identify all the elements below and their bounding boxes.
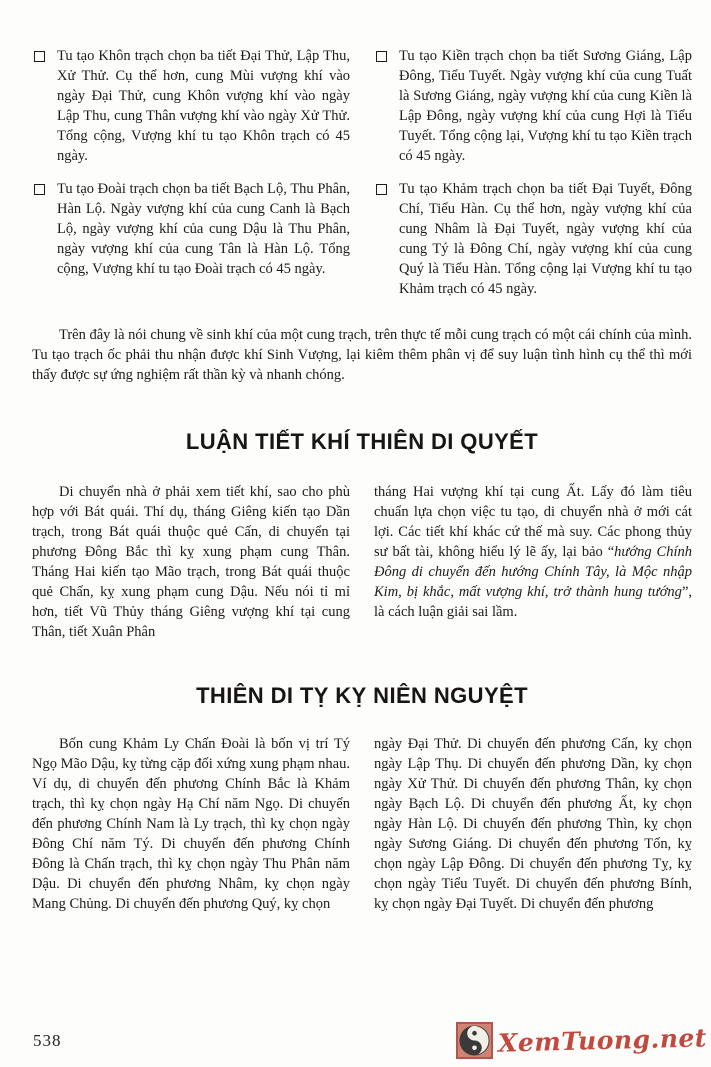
page-number: 538 [33, 1031, 62, 1050]
top-bullets-right-column [374, 46, 692, 312]
section2-columns [32, 734, 692, 914]
section1-columns [32, 482, 692, 642]
square-bullet-icon [376, 51, 387, 62]
section2-left-paragraph: Bốn cung Khảm Ly Chấn Đoài là bốn vị trí Tý Ngọ Mão Dậu, kỵ từng cặp đối xứng xung phạm nhau. Ví dụ, di chuyển đến phương Chính Bắc là Khảm trạch, thì kỵ chọn ngày Hạ Chí năm Ngọ. Di chuyển đến phương Chính Nam là Ly trạch, thì kỵ chọn ngày Đông Chí năm Tý. Di chuyển đến phương Chính Đông là Chấn trạch, thì kỵ chọn ngày Thu Phân năm Dậu. Di chuyển đến phương Nhâm, kỵ chọn ngày Mang Chủng. Di chuyển đến phương Quý, kỵ chọn [32, 736, 350, 912]
bullet-item-khon [32, 46, 350, 166]
bullet-item-kham [374, 179, 692, 299]
bullet-text: Tu tạo Khôn trạch chọn ba tiết Đại Thử, Lập Thu, Xử Thử. Cụ thể hơn, cung Mùi vượng khí vào ngày Đại Thử, cung Khôn vượng khí vào ngày Lập Thu, cung Thân vượng khí vào ngày Xử Thử. Tổng cộng, Vượng khí tu tạo Khôn trạch có 45 ngày. [57, 48, 350, 164]
bullet-item-doai [32, 179, 350, 279]
section1-right-quote: hướng Chính Đông di chuyển đến hướng Chính Tây, là Mộc nhập Kim, bị khắc, mất vượng khí, trở thành hung tướng [374, 544, 692, 600]
intro-paragraph: Trên đây là nói chung về sinh khí của một cung trạch, trên thực tế mỗi cung trạch có một cái chính của mình. Tu tạo trạch ốc phải thu nhận được khí Sinh Vượng, lại kiêm thêm phân vị để suy luận tình hình cụ thể thì mới thấy được sự ứng nghiệm rất thần kỳ và nhanh chóng. [32, 327, 692, 383]
square-bullet-icon [34, 184, 45, 195]
square-bullet-icon [376, 184, 387, 195]
bullet-text: Tu tạo Khảm trạch chọn ba tiết Đại Tuyết, Đông Chí, Tiểu Hàn. Cụ thể hơn, ngày vượng khí của cung Nhâm là Đại Tuyết, ngày vượng khí của cung Tý là Đông Chí, ngày vượng khí của cung Quý là Tiểu Hàn. Tổng cộng lại Vượng khí tu tạo Khảm trạch có 45 ngày. [399, 181, 692, 297]
top-bullets-left-column [32, 46, 350, 292]
section1-right-paragraph [374, 482, 692, 622]
bullet-text: Tu tạo Kiền trạch chọn ba tiết Sương Giáng, Lập Đông, Tiểu Tuyết. Ngày vượng khí của cung Tuất là Sương Giáng, ngày vượng khí của cung Kiền là Lập Đông, ngày vượng khí của cung Hợi là Tiểu Tuyết. Tổng cộng lại, Vượng khí tu tạo Kiền trạch có 45 ngày. [399, 48, 692, 164]
section1-left-paragraph: Di chuyển nhà ở phải xem tiết khí, sao cho phù hợp với Bát quái. Thí dụ, tháng Giêng kiến tạo Dần trạch, trong Bát quái thuộc quẻ Cấn, di chuyển tại phương Đông Bắc thì kỵ xung phạm cung Thân. Tháng Hai kiến tạo Mão trạch, trong Bát quái thuộc quẻ Chấn, kỵ xung phạm cung Dậu. Nếu nói tỉ mỉ hơn, tiết Vũ Thủy tháng Giêng vượng khí tại cung Thân, tiết Xuân Phân [32, 484, 350, 640]
top-bullet-columns [32, 46, 692, 312]
bullet-text: Tu tạo Đoài trạch chọn ba tiết Bạch Lộ, Thu Phân, Hàn Lộ. Ngày vượng khí của cung Canh là Bạch Lộ, ngày vượng khí của cung Dậu là Thu Phân, ngày vượng khí của cung Tân là Hàn Lộ. Tổng cộng, Vượng khí tu tạo Đoài trạch có 45 ngày. [57, 181, 350, 277]
yin-yang-icon [456, 1022, 493, 1059]
section2-title: THIÊN DI TỴ KỴ NIÊN NGUYỆT [196, 683, 528, 708]
square-bullet-icon [34, 51, 45, 62]
section1-title: LUẬN TIẾT KHÍ THIÊN DI QUYẾT [185, 429, 539, 454]
watermark-text: XemTuong.net [497, 1022, 708, 1058]
section1-right-pre: tháng Hai vượng khí tại cung Ất. Lấy đó làm tiêu chuẩn lựa chọn việc tu tạo, di chuyển nhà ở mới cát lợi. Các tiết khí khác cứ thế mà suy. Các phong thủy sư bất tài, không hiểu lý lẽ ấy, lại bảo “ [374, 484, 692, 560]
section2-right-paragraph: ngày Đại Thử. Di chuyển đến phương Cấn, kỵ chọn ngày Lập Thụ. Di chuyển đến phương Dần, kỵ chọn ngày Xử Thử. Di chuyển đến phương Thân, kỵ chọn ngày Bạch Lộ. Di chuyển đến phương Ất, kỵ chọn ngày Hàn Lộ. Di chuyển đến phương Thìn, kỵ chọn ngày Sương Giáng. Di chuyển đến phương Tốn, kỵ chọn ngày Lập Đông. Di chuyển đến phương Tỵ, kỵ chọn ngày Tiểu Tuyết. Di chuyển đến phương Bính, kỵ chọn ngày Đại Tuyết. Di chuyển đến phương [374, 736, 692, 912]
section1-right-post: ”, là cách luận giải sai lầm. [374, 584, 692, 620]
watermark [456, 1022, 707, 1059]
bullet-item-kien [374, 46, 692, 166]
